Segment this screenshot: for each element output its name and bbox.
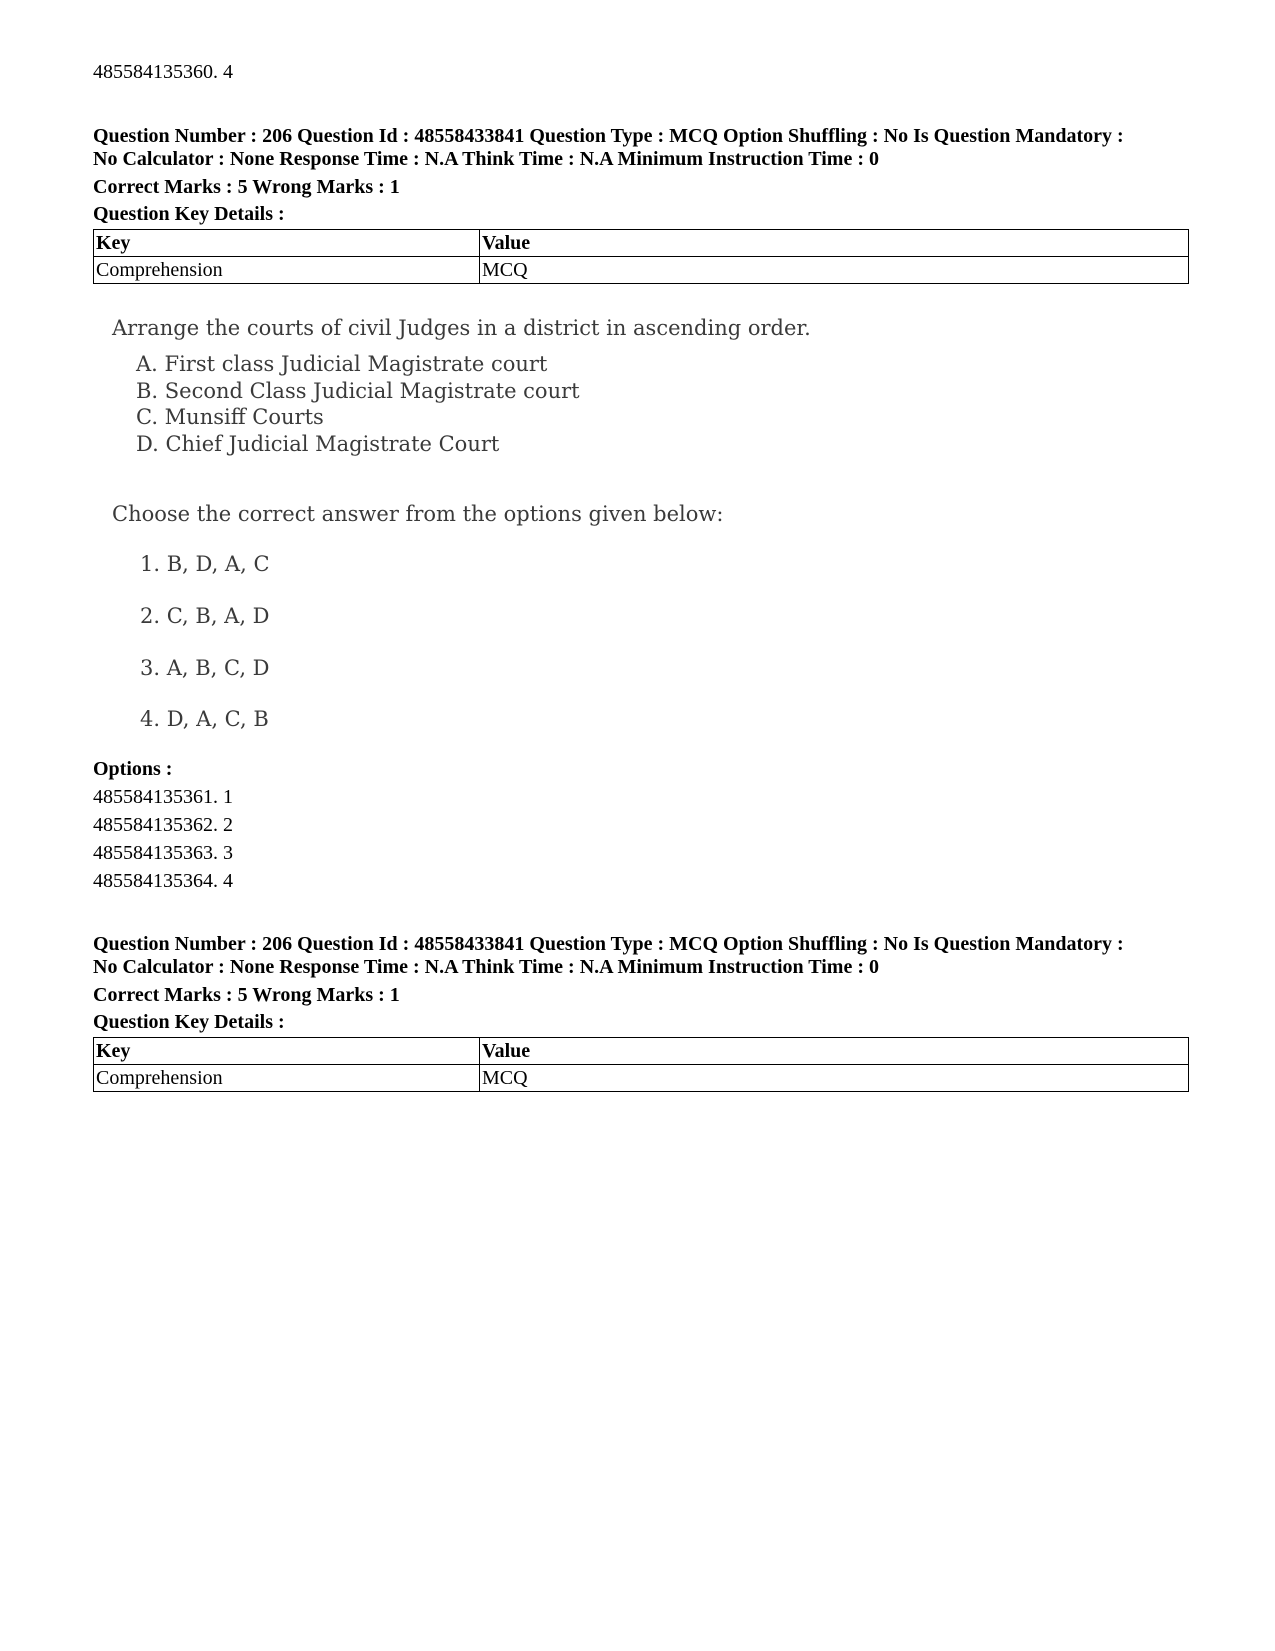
option-item: 485584135362. 2 xyxy=(93,814,233,836)
table-cell-key: Comprehension xyxy=(94,1065,480,1092)
question-meta-line-1: Question Number : 206 Question Id : 48558433841 Question Type : MCQ Option Shuffling : No Is Question Mandatory : xyxy=(93,125,1124,147)
previous-option-line: 485584135360. 4 xyxy=(93,61,233,83)
table-row xyxy=(94,1065,1189,1092)
option-item: 485584135364. 4 xyxy=(93,870,233,892)
answer-choice-4: 4. D, A, C, B xyxy=(140,707,269,731)
question-image xyxy=(106,306,811,746)
table-cell-value: MCQ xyxy=(480,1065,1189,1092)
table-cell-key: Comprehension xyxy=(94,257,480,284)
question-meta-line-2: No Calculator : None Response Time : N.A Think Time : N.A Minimum Instruction Time : 0 xyxy=(93,148,879,170)
answer-choice-1: 1. B, D, A, C xyxy=(140,552,270,576)
question-statement: Arrange the courts of civil Judges in a district in ascending order. xyxy=(112,316,811,340)
option-item: 485584135361. 1 xyxy=(93,786,233,808)
question-item-a: A. First class Judicial Magistrate court xyxy=(136,352,548,376)
answer-choice-2: 2. C, B, A, D xyxy=(140,604,270,628)
table-header-row xyxy=(94,230,1189,257)
key-details-label: Question Key Details : xyxy=(93,203,285,225)
table-header-value: Value xyxy=(480,230,1189,257)
key-details-table xyxy=(93,1037,1189,1092)
table-header-key: Key xyxy=(94,230,480,257)
key-details-label: Question Key Details : xyxy=(93,1011,285,1033)
table-header-key: Key xyxy=(94,1038,480,1065)
answer-choice-3: 3. A, B, C, D xyxy=(140,656,270,680)
key-details-table xyxy=(93,229,1189,284)
marks-line: Correct Marks : 5 Wrong Marks : 1 xyxy=(93,984,400,1006)
question-meta-line-2: No Calculator : None Response Time : N.A Think Time : N.A Minimum Instruction Time : 0 xyxy=(93,956,879,978)
question-item-c: C. Munsiff Courts xyxy=(136,405,324,429)
table-row xyxy=(94,257,1189,284)
question-meta-line-1: Question Number : 206 Question Id : 48558433841 Question Type : MCQ Option Shuffling : No Is Question Mandatory : xyxy=(93,933,1124,955)
table-header-row xyxy=(94,1038,1189,1065)
question-item-d: D. Chief Judicial Magistrate Court xyxy=(136,432,500,456)
options-label: Options : xyxy=(93,758,173,780)
table-header-value: Value xyxy=(480,1038,1189,1065)
option-item: 485584135363. 3 xyxy=(93,842,233,864)
table-cell-value: MCQ xyxy=(480,257,1189,284)
marks-line: Correct Marks : 5 Wrong Marks : 1 xyxy=(93,176,400,198)
question-item-b: B. Second Class Judicial Magistrate court xyxy=(136,379,580,403)
question-instruction: Choose the correct answer from the options given below: xyxy=(112,502,724,526)
